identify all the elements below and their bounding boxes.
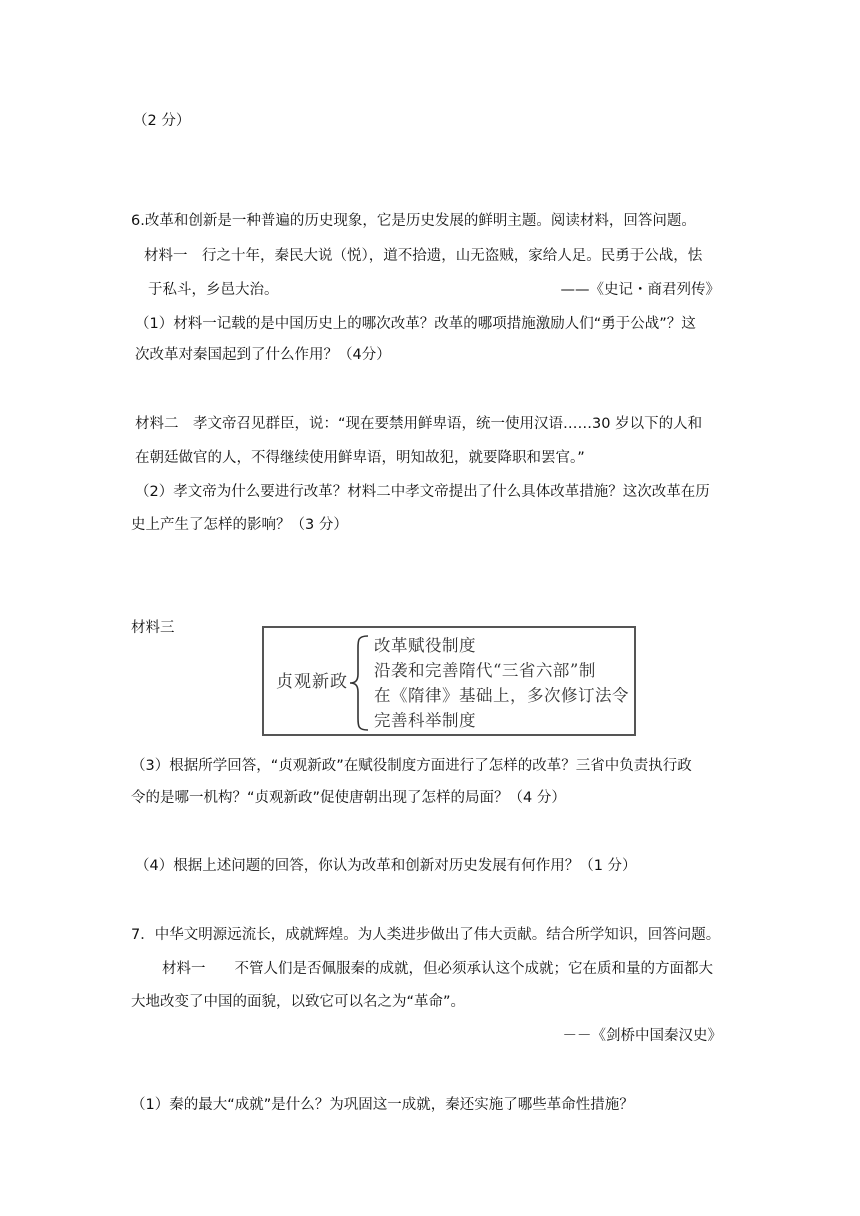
q6-subquestion-4: （4）根据上述问题的回答，你认为改革和创新对历史发展有何作用？（1 分） xyxy=(135,858,637,874)
q7-title: 7．中华文明源远流长，成就辉煌。为人类进步做出了伟大贡献。结合所学知识，回答问题。 xyxy=(131,927,721,943)
q6-title: 6.改革和创新是一种普遍的历史现象，它是历史发展的鲜明主题。阅读材料，回答问题。 xyxy=(131,213,696,229)
q6-material-3-label: 材料三 xyxy=(131,620,175,636)
zhenguan-title: 贞观新政 xyxy=(276,672,348,692)
q6-subquestion-2-line-1: （2）孝文帝为什么要进行改革？材料二中孝文帝提出了什么具体改革措施？这次改革在历 xyxy=(135,484,710,500)
q6-material-1-line-2: 于私斗，乡邑大治。 xyxy=(148,282,279,298)
q6-subquestion-1-line-1: （1）材料一记载的是中国历史上的哪次改革？改革的哪项措施激励人们“勇于公战”？这 xyxy=(135,316,696,332)
zhenguan-policy-box xyxy=(262,626,636,736)
curly-brace-icon xyxy=(348,634,370,732)
zhenguan-item: 在《隋律》基础上，多次修订法令 xyxy=(374,686,629,705)
q6-subquestion-3-line-2: 令的是哪一机构？“贞观新政”促使唐朝出现了怎样的局面？（4 分） xyxy=(131,790,566,806)
zhenguan-item: 改革赋役制度 xyxy=(374,636,476,655)
q7-subquestion-1: （1）秦的最大“成就”是什么？为巩固这一成就，秦还实施了哪些革命性措施？ xyxy=(131,1097,634,1113)
q6-material-1-line-1: 材料一 行之十年，秦民大说（悦），道不拾遗，山无盗贼，家给人足。民勇于公战，怯 xyxy=(144,248,703,264)
score-note-top: （2 分） xyxy=(133,113,191,129)
q7-material-1-line-1: 材料一 不管人们是否佩服秦的成就，但必须承认这个成就；它在质和量的方面都大 xyxy=(162,961,713,977)
q7-material-1-source: －－《剑桥中国秦汉史》 xyxy=(562,1028,722,1044)
q6-subquestion-1-line-2: 次改革对秦国起到了什么作用？（4分） xyxy=(135,347,391,363)
q6-subquestion-2-line-2: 史上产生了怎样的影响？（3 分） xyxy=(131,517,348,533)
q6-subquestion-3-line-1: （3）根据所学回答，“贞观新政”在赋役制度方面进行了怎样的改革？三省中负责执行政 xyxy=(131,758,692,774)
zhenguan-items xyxy=(374,633,629,733)
q7-material-1-line-2: 大地改变了中国的面貌，以致它可以名之为“革命”。 xyxy=(131,994,466,1010)
q6-material-2-line-1: 材料二 孝文帝召见群臣，说：“现在要禁用鲜卑语，统一使用汉语……30 岁以下的人和 xyxy=(135,416,703,432)
q6-material-1-source: ——《史记・商君列传》 xyxy=(560,282,720,298)
zhenguan-item: 完善科举制度 xyxy=(374,711,476,730)
q6-material-2-line-2: 在朝廷做官的人，不得继续使用鲜卑语，明知故犯，就要降职和罢官。” xyxy=(135,450,585,466)
zhenguan-item: 沿袭和完善隋代“三省六部”制 xyxy=(374,661,596,680)
